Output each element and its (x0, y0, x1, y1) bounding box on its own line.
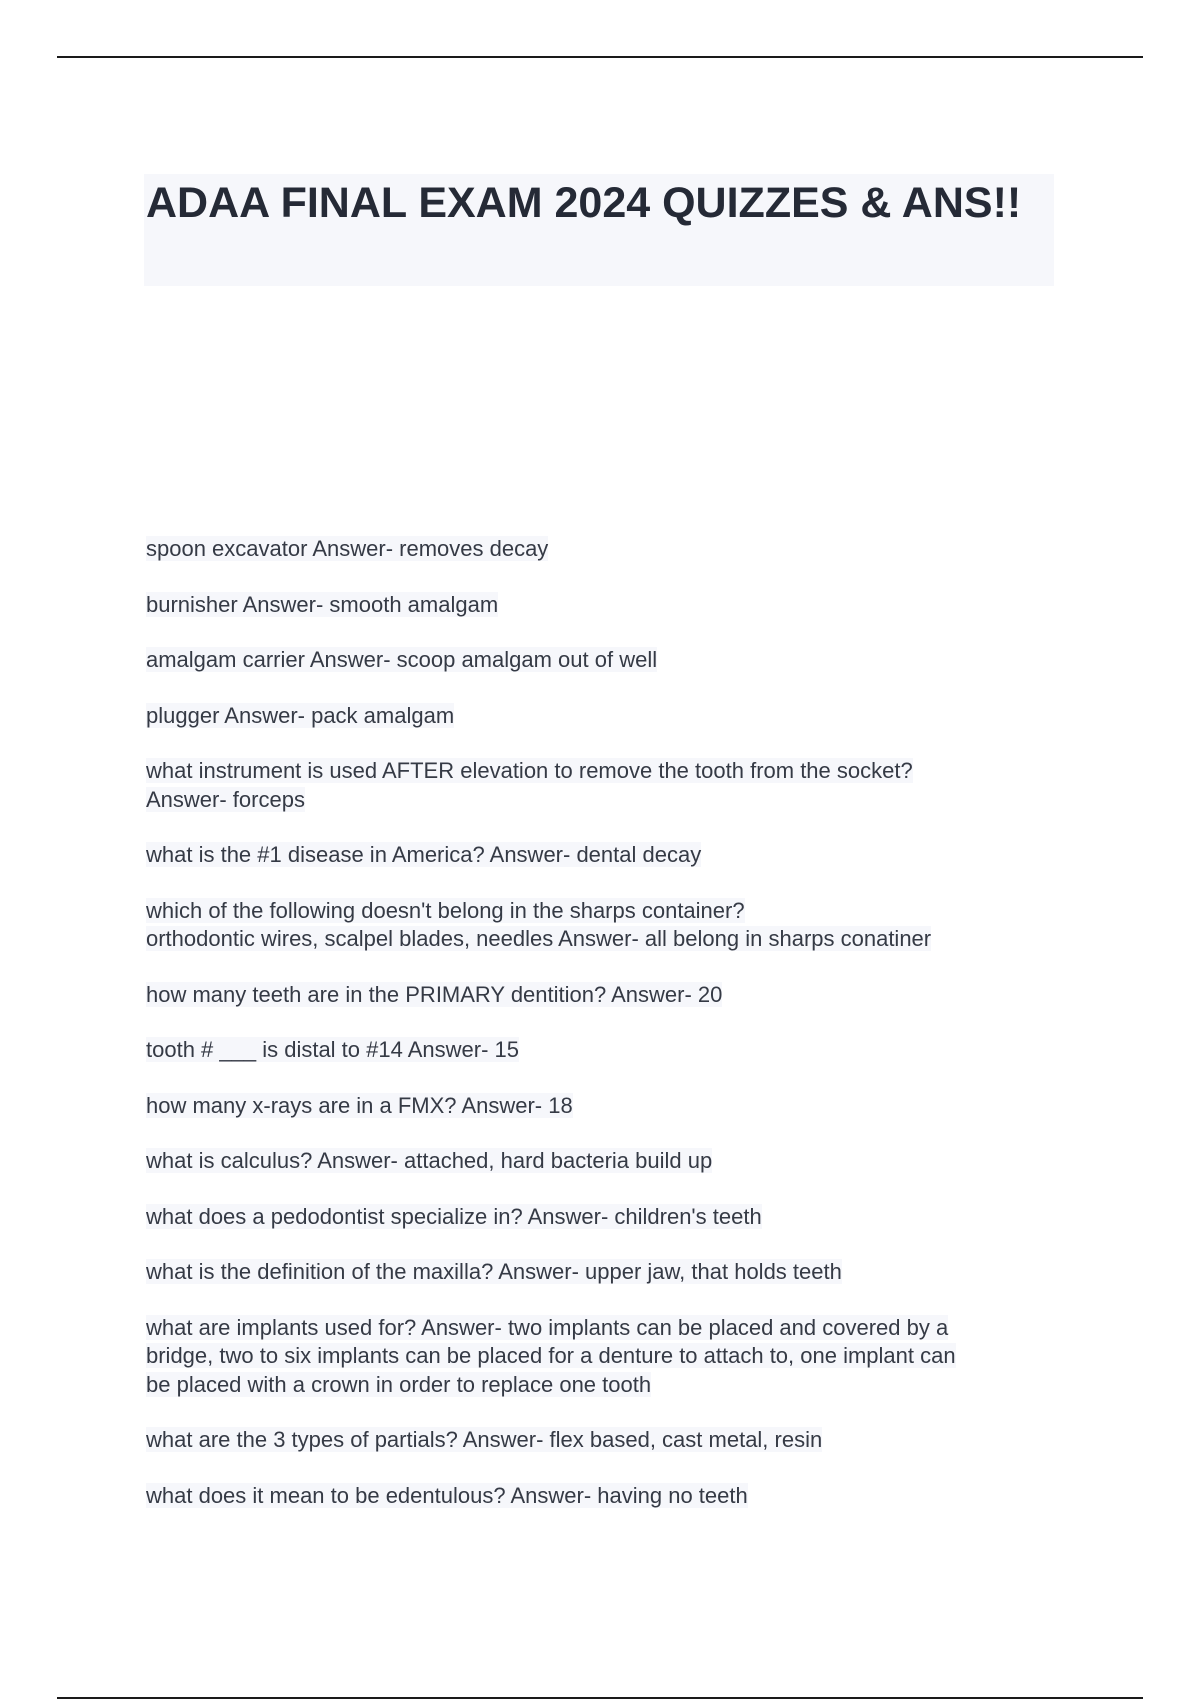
qa-text: amalgam carrier Answer- scoop amalgam out of well (146, 647, 658, 672)
qa-text: what is the definition of the maxilla? Answer- upper jaw, that holds teeth (146, 1259, 842, 1284)
qa-item (146, 1203, 1056, 1232)
qa-item (146, 1258, 1056, 1287)
qa-item (146, 646, 1056, 675)
bottom-rule (57, 1697, 1143, 1699)
qa-item (146, 702, 1056, 731)
qa-item (146, 1147, 1056, 1176)
qa-item (146, 981, 1056, 1010)
qa-text: what are the 3 types of partials? Answer- flex based, cast metal, resin (146, 1427, 823, 1452)
qa-text: what does a pedodontist specialize in? Answer- children's teeth (146, 1203, 762, 1229)
qa-item (146, 1314, 1056, 1400)
qa-item (146, 1092, 1056, 1121)
qa-item (146, 757, 1056, 814)
qa-text: what is the #1 disease in America? Answer- dental decay (146, 842, 702, 867)
qa-item (146, 897, 1056, 954)
qa-text: spoon excavator Answer- removes decay (146, 536, 549, 561)
qa-item (146, 1036, 1056, 1065)
document-title: ADAA FINAL EXAM 2024 QUIZZES & ANS!! (146, 179, 1022, 227)
qa-list (146, 535, 1056, 1537)
qa-item (146, 535, 1056, 564)
qa-text: what does it mean to be edentulous? Answer- having no teeth (146, 1482, 748, 1508)
qa-text: what is calculus? Answer- attached, hard bacteria build up (146, 1148, 713, 1173)
qa-text: plugger Answer- pack amalgam (146, 702, 455, 728)
qa-text: what instrument is used AFTER elevation to remove the tooth from the socket? Answer- forceps (146, 758, 913, 812)
qa-text: tooth # ___ is distal to #14 Answer- 15 (146, 1037, 520, 1062)
qa-text: burnisher Answer- smooth amalgam (146, 591, 499, 617)
qa-item (146, 841, 1056, 870)
qa-item (146, 591, 1056, 620)
qa-text: which of the following doesn't belong in the sharps container? orthodontic wires, scalpel blades, needles Answer- all belong in sharps conatiner (146, 897, 932, 951)
qa-text: how many teeth are in the PRIMARY dentition? Answer- 20 (146, 981, 723, 1007)
qa-text: what are implants used for? Answer- two implants can be placed and covered by a bridge, two to six implants can be placed for a denture to attach to, one implant can be placed with a crown in order to replace one tooth (146, 1314, 956, 1397)
top-rule (57, 56, 1143, 58)
qa-item (146, 1482, 1056, 1511)
qa-item (146, 1426, 1056, 1455)
qa-text: how many x-rays are in a FMX? Answer- 18 (146, 1092, 573, 1118)
